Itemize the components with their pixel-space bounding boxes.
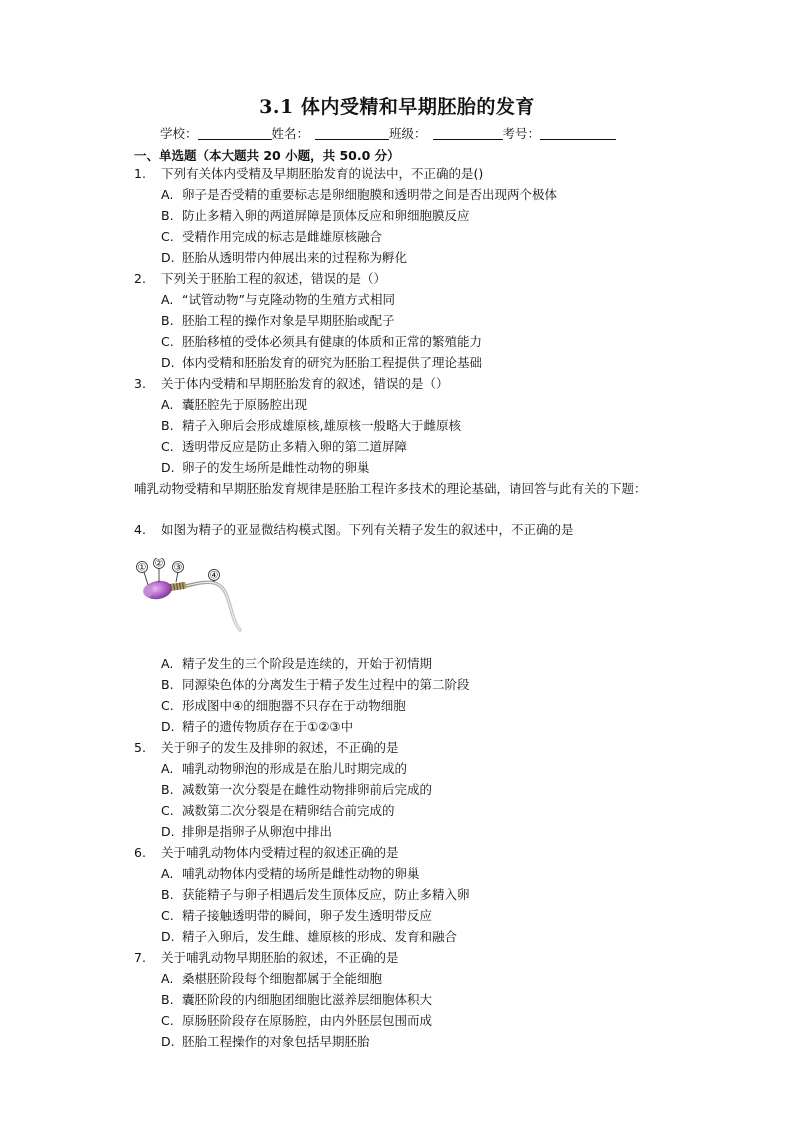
question-number: 1. [134, 166, 146, 181]
question-text: 关于哺乳动物早期胚胎的叙述，不正确的是 [161, 950, 399, 965]
page-title: 3.1 体内受精和早期胚胎的发育 [259, 96, 535, 118]
school-label: 学校： [160, 126, 198, 141]
question-number: 4. [134, 522, 146, 537]
question-text: 关于体内受精和早期胚胎发育的叙述，错误的是（） [161, 376, 449, 391]
question-number: 2. [134, 271, 146, 286]
question-text: 关于哺乳动物体内受精过程的叙述正确的是 [161, 845, 399, 860]
label-3: ③ [173, 562, 183, 574]
number-label: 考号： [502, 126, 541, 141]
question-text: 如图为精子的亚显微结构模式图。下列有关精子发生的叙述中，不正确的是 [161, 522, 574, 537]
name-label: 姓名： [271, 126, 310, 141]
class-label: 班级： [389, 126, 427, 141]
intro-paragraph: 哺乳动物受精和早期胚胎发育规律是胚胎工程许多技术的理论基础，请回答与此有关的下题： [134, 481, 647, 496]
name-field[interactable] [315, 127, 389, 140]
school-field[interactable] [198, 127, 272, 140]
question-text: 下列关于胚胎工程的叙述，错误的是（） [161, 271, 387, 286]
question-number: 5. [134, 740, 146, 755]
sperm-illustration [128, 558, 250, 640]
question-number: 3. [134, 376, 146, 391]
label-1: ① [137, 562, 147, 574]
question-text: 下列有关体内受精及早期胚胎发育的说法中，不正确的是() [161, 166, 484, 181]
student-info-row [160, 124, 616, 142]
question-number: 7. [134, 950, 146, 965]
number-field[interactable] [540, 127, 616, 140]
class-field[interactable] [433, 127, 503, 140]
label-4: ④ [209, 570, 219, 582]
question-text: 关于卵子的发生及排卵的叙述，不正确的是 [161, 740, 399, 755]
label-2: ② [154, 558, 164, 570]
question-number: 6. [134, 845, 146, 860]
section-header: 一、单选题（本大题共 20 小题，共 50.0 分） [134, 148, 400, 163]
sperm-diagram [128, 558, 250, 640]
worksheet-page: 3.1 体内受精和早期胚胎的发育 学校： 姓名： 班级： 考号： 一、单选题（本大题共 20 小题，共 50.0 分） 1. 下列有关体内受精及早期胚胎发育的说法中，不正确的是() A. 卵子是否受精的重要标志是卵细胞膜和透明带之间是否出现两个极体 B. 防止多精入卵的两道屏障是顶体反应和卵细胞膜反应 C. 受精作用完成的标志是雌雄原核融合 D. 胚胎从透明带内伸展出来的过程称为孵化 2. 下列关于胚胎工程的叙述，错误的是（） A. “试管动物”与克隆动物的生殖方式相同 B. 胚胎工程的操作对象是早期胚胎或配子 C. 胚胎移植的受体必须具有健康的体质和正常的繁殖能力 D. 体内受精和胚胎发育的研究为胚胎工程提供了理论基础 3. 关于体内受精和早期胚胎发育的叙述，错误的是（） A. 囊胚腔先于原肠腔出现 B. 精子入卵后会形成雄原核,雄原核一般略大于雌原核 C. 透明带反应是防止多精入卵的第二道屏障 D. 卵子的发生场所是雌性动物的卵巢 哺乳动物受精和早期胚胎发育规律是胚胎工程许多技术的理论基础，请回答与此有关的下题： 4. 如图为精子的亚显微结构模式图。下列有关精子发生的叙述中，不正确的是 ① ② ③ ④ A. 精子发生的三个阶段是连续的，开始于初情期 B. 同源染色体的分离发生于精子发生过程中的第二阶段 C. 形成图中④的细胞器不只存在于动物细胞 D. 精子的遗传物质存在于①②③中 5. 关于卵子的发生及排卵的叙述，不正确的是 A. 哺乳动物卵泡的形成是在胎儿时期完成的 B. 减数第一次分裂是在雌性动物排卵前后完成的 C. 减数第二次分裂是在精卵结合前完成的 D. 排卵是指卵子从卵泡中排出 6. 关于哺乳动物体内受精过程的叙述正确的是 A. 哺乳动物体内受精的场所是雌性动物的卵巢 B. 获能精子与卵子相遇后发生顶体反应，防止多精入卵 C. 精子接触透明带的瞬间，卵子发生透明带反应 D. 精子入卵后，发生雌、雄原核的形成、发育和融合 7. 关于哺乳动物早期胚胎的叙述，不正确的是 A. 桑椹胚阶段每个细胞都属于全能细胞 B. 囊胚阶段的内细胞团细胞比滋养层细胞体积大 C. 原肠胚阶段存在原肠腔，由内外胚层包围而成 D. 胚胎工程操作的对象包括早期胚胎 [0, 0, 794, 1123]
